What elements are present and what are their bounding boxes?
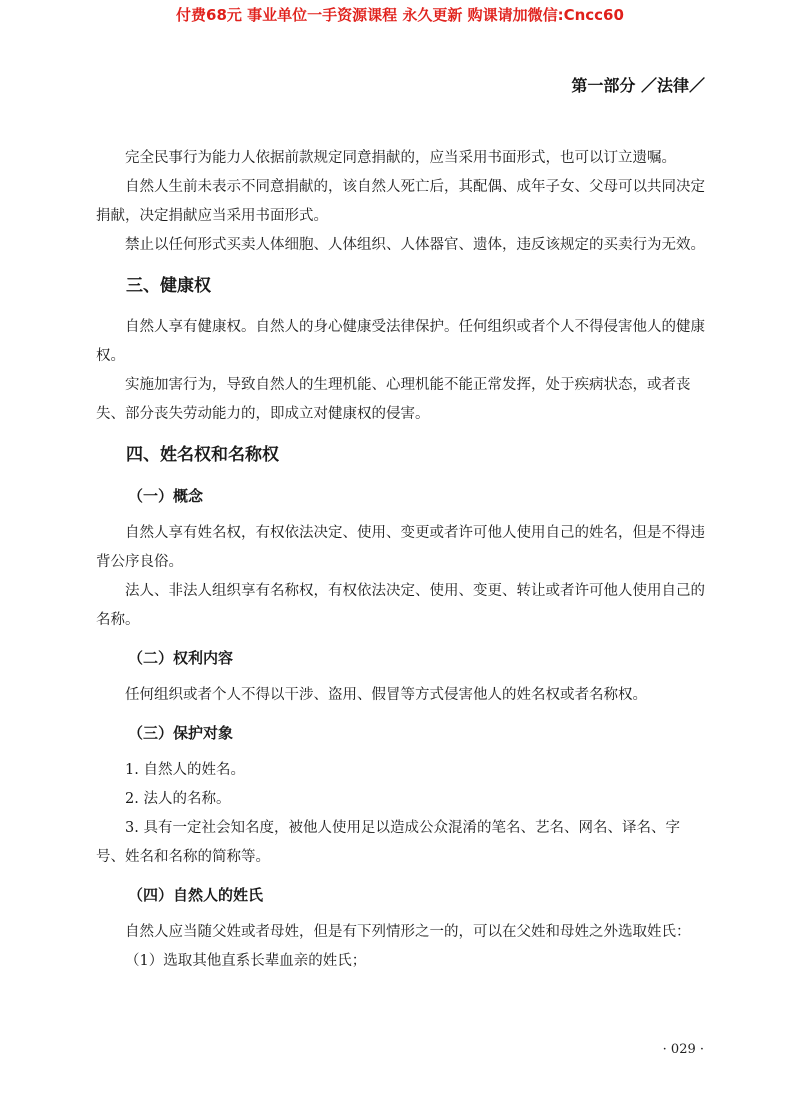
page-number: · 029 · xyxy=(662,1042,704,1057)
paragraph: 自然人享有健康权。自然人的身心健康受法律保护。任何组织或者个人不得侵害他人的健康权。 xyxy=(96,319,705,364)
watermark-banner: 付费68元 事业单位一手资源课程 永久更新 购课请加微信:Cncc60 xyxy=(176,6,624,24)
paragraph: 法人、非法人组织享有名称权，有权依法决定、使用、变更、转让或者许可他人使用自己的名称。 xyxy=(96,583,705,628)
paragraph: 实施加害行为，导致自然人的生理机能、心理机能不能正常发挥，处于疾病状态，或者丧失、部分丧失劳动能力的，即成立对健康权的侵害。 xyxy=(96,377,691,422)
subsection-heading: （一）概念 xyxy=(128,487,204,505)
section-heading: 四、姓名权和名称权 xyxy=(126,445,279,465)
running-header xyxy=(571,73,705,96)
header-part: 第一部分 xyxy=(571,76,636,95)
paragraph: 禁止以任何形式买卖人体细胞、人体组织、人体器官、遗体，违反该规定的买卖行为无效。 xyxy=(125,237,705,253)
list-item: （1）选取其他直系长辈血亲的姓氏； xyxy=(125,953,367,969)
paragraph: 完全民事行为能力人依据前款规定同意捐献的，应当采用书面形式，也可以订立遗嘱。 xyxy=(125,150,676,166)
list-item: 1. 自然人的姓名。 xyxy=(125,762,245,778)
subsection-heading: （二）权利内容 xyxy=(128,649,234,667)
header-section: ／法律／ xyxy=(640,76,705,95)
paragraph: 自然人生前未表示不同意捐献的，该自然人死亡后，其配偶、成年子女、父母可以共同决定捐献，决定捐献应当采用书面形式。 xyxy=(96,179,705,224)
list-item: 3. 具有一定社会知名度，被他人使用足以造成公众混淆的笔名、艺名、网名、译名、字号、姓名和名称的简称等。 xyxy=(96,820,680,865)
paragraph: 自然人应当随父姓或者母姓，但是有下列情形之一的，可以在父姓和母姓之外选取姓氏： xyxy=(125,924,691,940)
subsection-heading: （四）自然人的姓氏 xyxy=(128,886,264,904)
subsection-heading: （三）保护对象 xyxy=(128,724,234,742)
paragraph: 任何组织或者个人不得以干涉、盗用、假冒等方式侵害他人的姓名权或者名称权。 xyxy=(125,687,647,703)
list-item: 2. 法人的名称。 xyxy=(125,791,231,807)
document-body xyxy=(96,144,708,976)
paragraph: 自然人享有姓名权，有权依法决定、使用、变更或者许可他人使用自己的姓名，但是不得违背公序良俗。 xyxy=(96,525,705,570)
section-heading: 三、健康权 xyxy=(126,276,211,296)
